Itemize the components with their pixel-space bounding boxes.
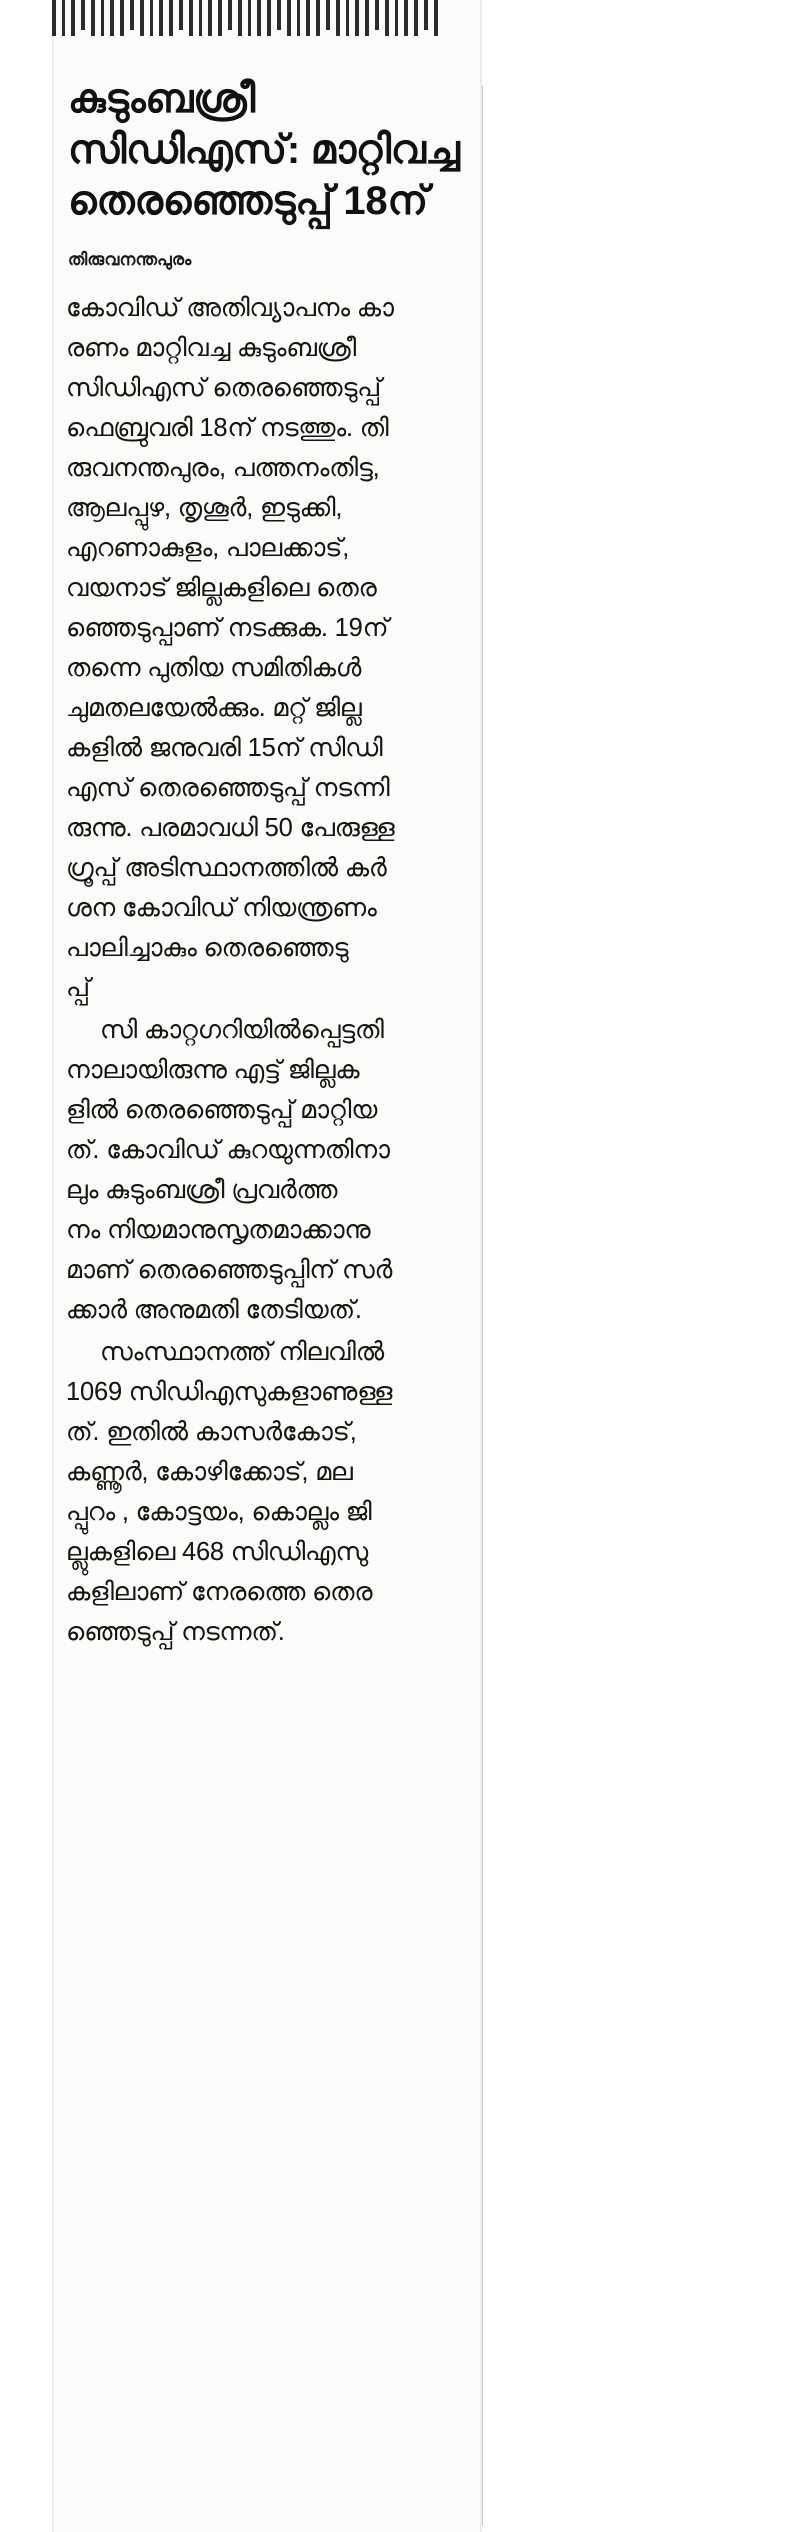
- headline-line-3: തെരഞ്ഞെടുപ്പ് 18ന്: [68, 179, 428, 224]
- tick-mark: [150, 0, 153, 36]
- headline: [68, 74, 472, 228]
- tick-mark: [159, 0, 163, 36]
- tick-mark: [238, 0, 242, 36]
- column-rule: [482, 86, 483, 2526]
- tick-mark: [140, 0, 144, 36]
- paragraph-3: [66, 1332, 476, 1652]
- body-line: കളിൽ ജനുവരി 15ന് സിഡി: [66, 734, 383, 762]
- body-line: നം നിയമാനുസൃതമാക്കാനു: [66, 1216, 371, 1244]
- body-line: രുന്നു. പരമാവധി 50 പേരുള്ള: [66, 814, 395, 842]
- tick-mark: [228, 0, 232, 30]
- tick-mark: [414, 0, 418, 36]
- body-line: ഫെബ്രുവരി 18ന് നടത്തും. തി: [66, 414, 389, 442]
- body-line: പ്പ്: [66, 974, 90, 1002]
- tick-mark: [179, 0, 183, 30]
- tick-mark: [277, 0, 281, 30]
- tick-mark: [189, 0, 193, 36]
- body-line: പാലിച്ചാകും തെരഞ്ഞെടു: [66, 934, 349, 962]
- paragraph-1: [66, 288, 476, 1008]
- body-line: ചുമതലയേൽക്കും. മറ്റ് ജില്ല: [66, 694, 362, 722]
- tick-mark: [404, 0, 408, 36]
- tick-mark: [91, 0, 95, 36]
- tick-mark: [120, 0, 124, 36]
- top-tick-strip: [52, 0, 482, 44]
- tick-mark: [385, 0, 389, 36]
- body-line: സംസ്ഥാനത്ത് നിലവിൽ: [100, 1338, 384, 1366]
- tick-mark: [424, 0, 428, 30]
- body-line: എറണാകുളം, പാലക്കാട്,: [66, 534, 350, 562]
- body-line: സി കാറ്റഗറിയിൽപ്പെട്ടതി: [100, 1016, 384, 1044]
- tick-mark: [199, 0, 202, 36]
- body-line: ഞ്ഞെടുപ്പ് നടന്നത്.: [66, 1618, 285, 1646]
- body-line: കോവിഡ് അതിവ്യാപനം കാ: [66, 294, 394, 322]
- tick-mark: [218, 0, 222, 36]
- tick-mark: [365, 0, 369, 36]
- body-line: പ്പുറം , കോട്ടയം, കൊല്ലം ജി: [66, 1498, 372, 1526]
- body-line: ലും കുടുംബശ്രീ പ്രവർത്ത: [66, 1176, 338, 1204]
- tick-mark: [434, 0, 438, 36]
- body-line: ളിൽ തെരഞ്ഞെടുപ്പ് മാറ്റിയ: [66, 1096, 378, 1124]
- body-line: ഗ്രൂപ്പ് അടിസ്ഥാനത്തിൽ കർ: [66, 854, 387, 882]
- tick-mark: [267, 0, 271, 36]
- body-line: സിഡിഎസ് തെരഞ്ഞെടുപ്പ്: [66, 374, 382, 402]
- headline-line-2: സിഡിഎസ്: മാറ്റിവച്ച: [68, 128, 460, 173]
- body-line: ത്. കോവിഡ് കുറയുന്നതിനാ: [66, 1136, 390, 1164]
- tick-mark: [257, 0, 261, 36]
- body-line: കളിലാണ് നേരത്തെ തെര: [66, 1578, 373, 1606]
- tick-mark: [395, 0, 398, 36]
- body-line: രണം മാറ്റിവച്ച കുടുംബശ്രീ: [66, 334, 357, 362]
- tick-mark: [326, 0, 330, 30]
- tick-mark: [297, 0, 300, 36]
- body-line: ആലപ്പുഴ, തൃശൂർ, ഇടുക്കി,: [66, 494, 343, 522]
- tick-mark: [52, 0, 56, 36]
- body-line: ക്കാർ അനുമതി തേടിയത്.: [66, 1296, 362, 1324]
- body-line: തന്നെ പുതിയ സമിതികൾ: [66, 654, 362, 682]
- tick-mark: [71, 0, 75, 36]
- tick-mark: [101, 0, 104, 36]
- body-line: ശന കോവിഡ് നിയന്ത്രണം: [66, 894, 377, 922]
- tick-mark: [336, 0, 340, 36]
- tick-mark: [316, 0, 320, 36]
- tick-mark: [130, 0, 134, 30]
- dateline: തിരുവനന്തപുരം: [68, 250, 192, 269]
- tick-mark: [169, 0, 173, 36]
- tick-mark: [248, 0, 251, 36]
- tick-mark: [306, 0, 310, 36]
- body-line: കണ്ണൂർ, കോഴിക്കോട്, മല: [66, 1458, 353, 1486]
- tick-mark: [375, 0, 379, 30]
- clipping-left-edge: [52, 0, 54, 2532]
- body-line: മാണ് തെരഞ്ഞെടുപ്പിന് സർ: [66, 1256, 393, 1284]
- tick-mark: [62, 0, 65, 36]
- body-line: നാലായിരുന്നു എട്ട് ജില്ലക: [66, 1056, 360, 1084]
- body-line: എസ് തെരഞ്ഞെടുപ്പ് നടന്നി: [66, 774, 390, 802]
- headline-line-1: കുടുംബശ്രീ: [68, 77, 255, 121]
- body-line: 1069 സിഡിഎസുകളാണുള്ള: [66, 1378, 393, 1406]
- article-body: [66, 288, 476, 1652]
- tick-mark: [208, 0, 212, 36]
- tick-mark: [110, 0, 114, 36]
- body-line: ല്ലുകളിലെ 468 സിഡിഎസു: [66, 1538, 369, 1566]
- body-line: വയനാട് ജില്ലകളിലെ തെര: [66, 574, 377, 602]
- tick-mark: [346, 0, 349, 36]
- tick-mark: [355, 0, 359, 36]
- paragraph-2: [66, 1010, 476, 1330]
- body-line: ത്. ഇതിൽ കാസർകോട്,: [66, 1418, 357, 1446]
- body-line: ഞ്ഞെടുപ്പാണ് നടക്കുക. 19ന്: [66, 614, 389, 642]
- tick-mark: [287, 0, 291, 36]
- tick-mark: [81, 0, 85, 30]
- body-line: രുവനന്തപുരം, പത്തനംതിട്ട,: [66, 454, 380, 482]
